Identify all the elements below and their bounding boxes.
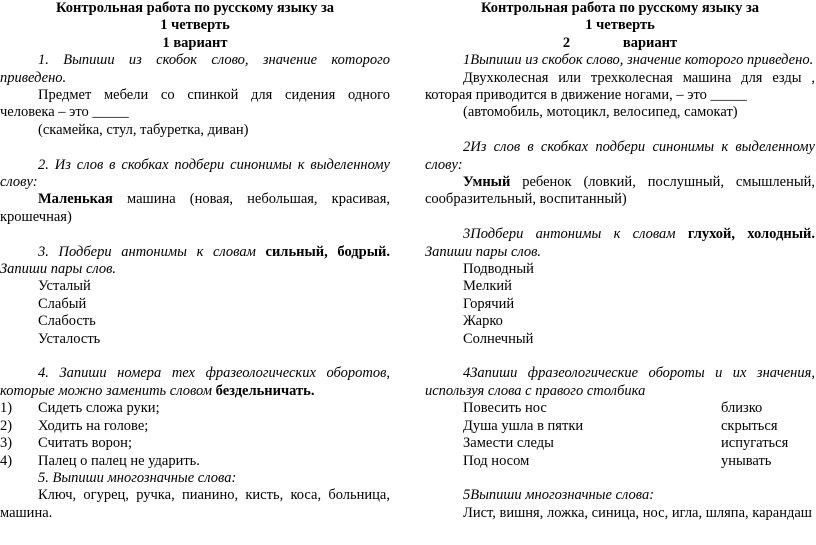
task-3-item: Подводный: [463, 261, 534, 278]
task-4-item: 4) Палец о палец не ударить.: [0, 452, 200, 469]
task-2-body: Умный ребенок (ловкий, послушный, смышленый, сообразительный, воспитанный): [425, 174, 815, 208]
variant: 2 вариант: [562, 34, 678, 51]
task-1-options: (автомобиль, мотоцикл, велосипед, самокат): [463, 104, 738, 121]
task-5-instruction: 5Выпиши многозначные слова:: [463, 487, 655, 504]
task-3-item: Жарко: [463, 313, 503, 330]
quarter: 1 четверть: [160, 17, 230, 34]
task-4-item: 3) Считать ворон;: [0, 435, 132, 452]
task-4-instruction: 4. Запиши номера тех фразеологических оборотов, которые можно заменить словом бездельничать.: [0, 365, 391, 399]
task-3-item: Горячий: [463, 295, 515, 312]
task-1-options: (скамейка, стул, табуретка, диван): [38, 121, 249, 138]
variant-2-column: [425, 0, 815, 522]
task-2-body: Маленькая машина (новая, небольшая, красивая, крошечная): [0, 191, 390, 225]
task-3-item: Солнечный: [463, 330, 534, 347]
task-3-item: Усталый: [38, 278, 91, 295]
task-1-instruction: 1. Выпиши из скобок слово, значение которого приведено.: [0, 52, 390, 86]
task-3-instruction: 3. Подбери антонимы к словам сильный, бодрый. Запиши пары слов.: [0, 243, 390, 278]
task-4-pair: Замести следы испугаться: [463, 435, 789, 452]
task-1-body: Двухколесная или трехколесная машина для езды , которая приводится в движение ногами, – это _____: [425, 69, 815, 104]
task-3-item: Мелкий: [463, 278, 512, 295]
task-1-instruction: 1Выпиши из скобок слово, значение которого приведено.: [463, 52, 814, 69]
variant-1-column: [0, 0, 390, 522]
title: Контрольная работа по русскому языку за: [55, 0, 335, 16]
task-2-instruction: 2Из слов в скобках подбери синонимы к выделенному слову:: [425, 139, 815, 173]
quarter: 1 четверть: [585, 17, 655, 34]
title: Контрольная работа по русскому языку за: [480, 0, 760, 16]
task-4-pair: Повесить нос близко: [463, 400, 763, 417]
task-2-instruction: 2. Из слов в скобках подбери синонимы к выделенному слову:: [0, 156, 390, 191]
task-3-item: Слабость: [38, 313, 96, 330]
task-4-pair: Под носом унывать: [463, 452, 772, 469]
task-4-item: 2) Ходить на голове;: [0, 417, 149, 434]
task-5-body: Лист, вишня, ложка, синица, нос, игла, шляпа, карандаш: [463, 504, 812, 521]
task-3-item: Усталость: [38, 330, 101, 347]
task-3-instruction: 3Подбери антонимы к словам глухой, холодный. Запиши пары слов.: [425, 226, 816, 260]
task-1-body: Предмет мебели со спинкой для сидения одного человека – это _____: [0, 87, 390, 121]
task-5-body: Ключ, огурец, ручка, пианино, кисть, коса, больница, машина.: [0, 487, 390, 521]
task-4-item: 1) Сидеть сложа руки;: [0, 400, 160, 417]
task-4-instruction: 4Запиши фразеологические обороты и их значения, используя слова с правого столбика: [425, 365, 815, 399]
task-3-item: Слабый: [38, 295, 87, 312]
variant: 1 вариант: [162, 34, 228, 51]
task-4-pair: Душа ушла в пятки скрыться: [463, 417, 778, 434]
task-5-instruction: 5. Выпиши многозначные слова:: [38, 469, 237, 486]
